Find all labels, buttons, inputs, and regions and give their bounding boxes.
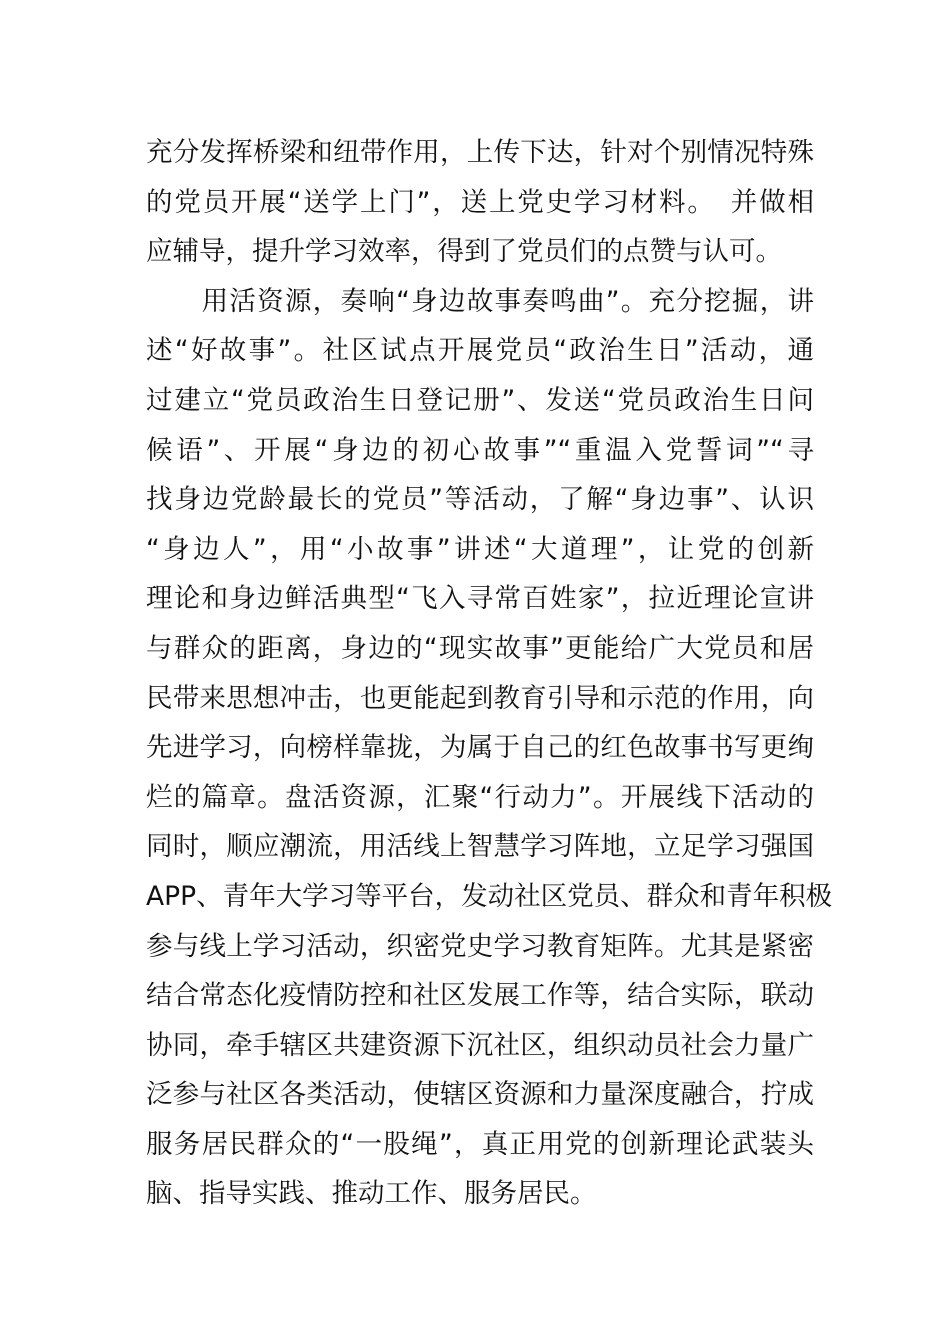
text-line: 脑、指导实践、推动工作、服务居民。 xyxy=(146,1178,597,1210)
text-line: 候语”、开展“身边的初心故事”“重温入党誓词”“寻 xyxy=(146,434,814,466)
text-line: 找身边党龄最长的党员”等活动，了解“身边事”、认识 xyxy=(146,484,814,516)
body-text xyxy=(146,128,833,1219)
text-line: 泛参与社区各类活动，使辖区资源和力量深度融合，拧成 xyxy=(146,1079,814,1111)
text-line: APP、青年大学习等平台，发动社区党员、群众和青年积极 xyxy=(146,880,833,912)
text-line: 充分发挥桥梁和纽带作用，上传下达，针对个别情况特殊 xyxy=(146,137,814,168)
text-line: 参与线上学习活动，织密党史学习教育矩阵。尤其是紧密 xyxy=(146,930,814,962)
text-line: 同时，顺应潮流，用活线上智慧学习阵地，立足学习强国 xyxy=(146,831,814,863)
text-line: 结合常态化疫情防控和社区发展工作等，结合实际，联动 xyxy=(146,980,814,1012)
text-line: 先进学习，向榜样靠拢，为属于自己的红色故事书写更绚 xyxy=(146,732,814,764)
text-line: 用活资源，奏响“身边故事奏鸣曲”。充分挖掘，讲 xyxy=(146,285,814,317)
text-line: 应辅导，提升学习效率，得到了党员们的点赞与认可。 xyxy=(146,236,782,268)
text-line: 民带来思想冲击，也更能起到教育引导和示范的作用，向 xyxy=(146,682,814,714)
text-line: 的党员开展“送学上门”，送上党史学习材料。 并做相 xyxy=(146,186,814,218)
text-line: 述“好故事”。社区试点开展党员“政治生日”活动，通 xyxy=(146,335,814,367)
text-line: 服务居民群众的“一股绳”，真正用党的创新理论武装头 xyxy=(146,1128,814,1160)
text-line: 与群众的距离，身边的“现实故事”更能给广大党员和居 xyxy=(146,632,814,664)
text-line: 协同，牵手辖区共建资源下沉社区，组织动员社会力量广 xyxy=(146,1029,814,1061)
text-line: 烂的篇章。盘活资源，汇聚“行动力”。开展线下活动的 xyxy=(146,781,814,813)
text-line: “身边人”，用“小故事”讲述“大道理”，让党的创新 xyxy=(146,533,814,565)
text-line: 理论和身边鲜活典型“飞入寻常百姓家”，拉近理论宣讲 xyxy=(146,583,814,615)
text-line: 过建立“党员政治生日登记册”、发送“党员政治生日问 xyxy=(146,384,814,416)
